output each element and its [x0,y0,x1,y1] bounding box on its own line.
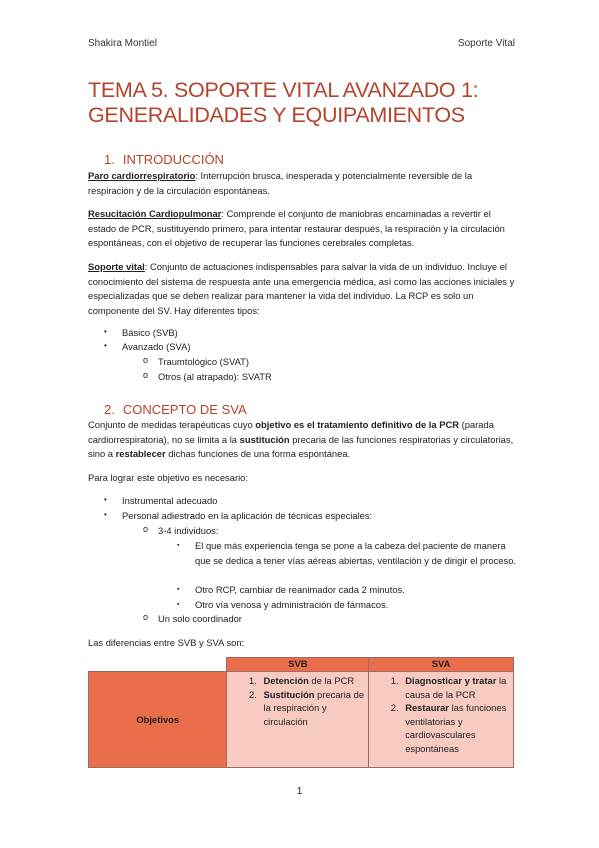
section-2-title: CONCEPTO DE SVA [122,402,247,417]
term-rcp: Resucitación Cardiopulmonar [88,208,222,219]
subtype-svatr: Otros (al atrapado): SVATR [158,371,272,382]
text-bold: Sustitución [263,688,315,700]
type-svb: Básico (SVB) [122,327,178,338]
header-subject: Soporte Vital [457,38,515,49]
bullet-disc: • [104,510,107,519]
bullet-circle: o [143,524,149,534]
table-row [89,672,514,768]
bullet-circle: o [143,612,149,622]
section-1-title: INTRODUCCIÓN [122,152,224,167]
bullet-disc: • [104,495,107,504]
staff-individuals: 3-4 individuos: [158,525,219,536]
definition-rcp [88,207,520,251]
subtype-svat: Traumtológico (SVAT) [158,356,249,367]
text-bold: Detención [263,675,309,686]
list-item [401,674,513,701]
text-fragment: precaria de la respiración y circulación [263,688,365,727]
text-paro: : Interrupción brusca, inesperada y potencialmente reversible de la respiración y de la circulación espontáneas. [88,170,473,196]
term-sv: Soporte vital [88,261,145,272]
table-header-row [89,658,514,672]
text-sv: : Conjunto de actuaciones indispensables para salvar la vida de un individuo. Incluye el conocimiento del sistema de respuesta ante una emergencia médica, así como las acciones iniciales y especializadas que se deben realizar para mantener la vida del individuo. La RCP es solo un componente del SV. Hay diferentes tipos: [88,261,515,316]
text-fragment: de la PCR [308,675,355,686]
role-leader: El que más experiencia tenga se pone a la cabeza del paciente de manera que se dedica a tener vías aéreas abiertas, ventilación y de dirigir el proceso. [195,540,517,566]
list-item [259,674,368,688]
need-instrumental: Instrumental adecuado [122,495,218,506]
svb-sva-table [88,657,514,768]
text-fragment: Conjunto de medidas terapéuticas cuyo [88,419,256,430]
document-title: TEMA 5. SOPORTE VITAL AVANZADO 1: GENERALIDADES Y EQUIPAMIENTOS [88,78,479,127]
table-corner-cell [89,658,227,672]
text-rcp: : Comprende el conjunto de maniobras encaminadas a revertir el estado de PCR, sustituyendo primero, para intentar restaurar después, la respiración y la circulación espontáneas, con el objetivo de recuperar las funciones cerebrales completas. [88,208,505,249]
text-fragment: (parada cardiorrespiratoria), no se limita a la [88,419,494,445]
text-fragment: las funciones ventilatorias y cardiovasculares espontáneas [405,702,507,754]
section-1-number: 1. [104,152,115,167]
svb-objectives-cell [227,672,369,768]
column-header-sva: SVA [369,658,514,672]
bullet-disc: • [104,327,107,336]
bullet-square: ▪ [177,542,180,549]
section-1-heading [104,152,224,167]
bullet-square: ▪ [177,601,180,608]
text-fragment: la causa de la PCR [405,675,507,700]
header-author: Shakira Montiel [88,38,157,49]
sva-objectives-list [369,674,513,755]
list-item [401,701,513,755]
sva-concept-paragraph [88,418,520,462]
page-number: 1 [296,786,303,797]
differences-intro: Las diferencias entre SVB y SVA son: [88,637,245,648]
bullet-disc: • [104,341,107,350]
column-header-svb: SVB [227,658,369,672]
staff-coordinator: Un solo coordinador [158,613,242,624]
bullet-circle: o [143,370,149,380]
need-personal: Personal adiestrado en la aplicación de técnicas especiales: [122,510,373,521]
bullet-square: ▪ [177,586,180,593]
row-label-objetivos: Objetivos [89,672,227,768]
text-bold: sustitución [239,433,290,445]
role-venous: Otro vía venosa y administración de fármacos. [195,599,389,610]
sva-objectives-cell [369,672,514,768]
needs-intro: Para lograr este objetivo es necesario: [88,472,248,483]
text-fragment: dichas funciones de una forma espontánea. [165,448,351,460]
text-bold: objetivo es el tratamiento definitivo de la PCR [255,419,459,430]
role-rcp: Otro RCP, cambiar de reanimador cada 2 minutos. [195,584,405,595]
text-bold: Diagnosticar y tratar [405,675,497,686]
text-bold: restablecer [115,448,166,460]
section-2-heading [104,402,247,417]
section-2-number: 2. [104,402,115,417]
list-item [259,688,368,729]
svb-objectives-list [227,674,368,728]
text-bold: Restaurar [405,702,449,713]
definition-paro [88,169,520,198]
type-sva: Avanzado (SVA) [122,341,191,352]
bullet-circle: o [143,355,149,365]
definition-sv [88,260,520,318]
term-paro: Paro cardiorrespiratorio [88,170,196,181]
text-fragment: precaria de las funciones respiratorias y circulatorias, sino a [88,433,514,460]
